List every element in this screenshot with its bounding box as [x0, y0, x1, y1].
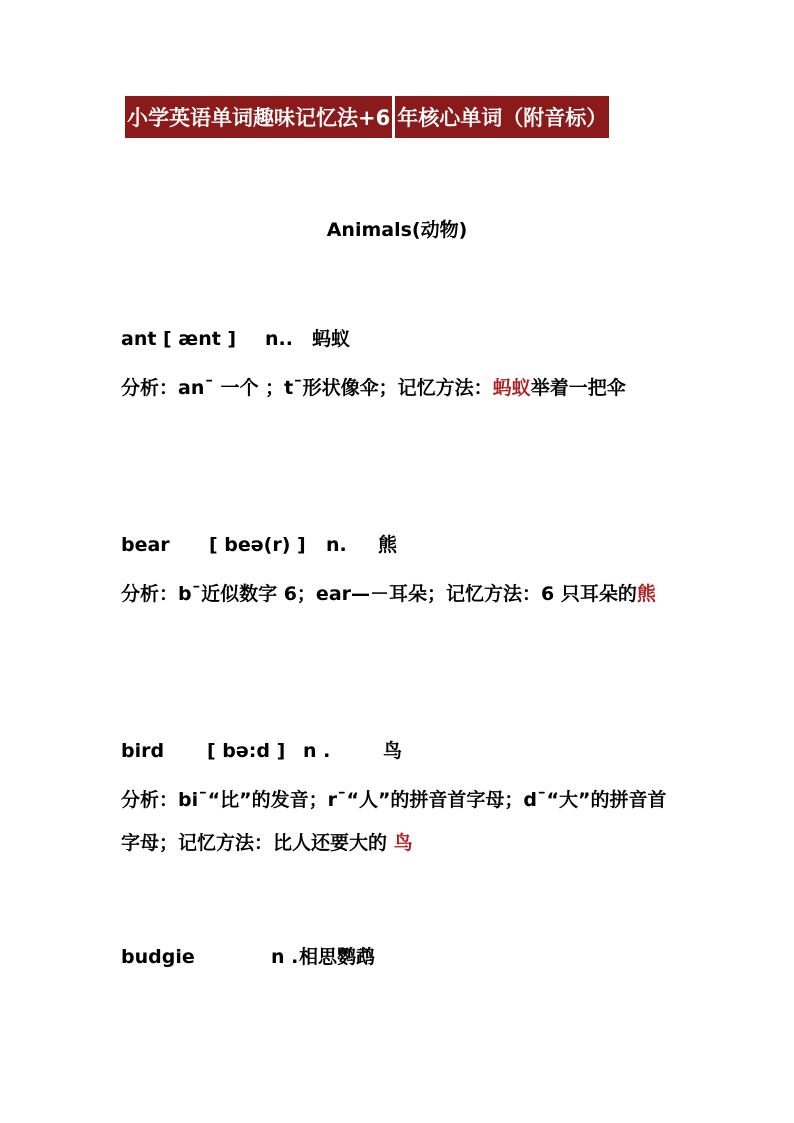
- word-analysis: [121, 573, 677, 616]
- word-entry-ant: [121, 325, 681, 410]
- phonetic: [ beə(r) ]: [209, 534, 306, 556]
- word-headline: [121, 531, 681, 559]
- word-entry-budgie: [121, 943, 681, 971]
- analysis-text: 分析：bi¯“比”的发音；r¯“人”的拼音首字母；d¯“大”的拼音首字母；记忆方法：比人还要大的: [121, 789, 667, 854]
- part-of-speech: n .: [303, 740, 331, 762]
- word-headline: [121, 325, 681, 353]
- word-headline: [121, 737, 681, 765]
- analysis-text-end: 举着一把伞: [530, 377, 626, 399]
- meaning: 蚂蚁: [312, 328, 351, 350]
- word-headline: [121, 943, 681, 971]
- word-entry-bird: [121, 737, 681, 865]
- title-part-2: 年核心单词（附音标）: [395, 96, 609, 138]
- word: ant: [121, 328, 157, 350]
- title-part-1: 小学英语单词趣味记忆法+6: [125, 96, 392, 138]
- word-analysis: [121, 779, 677, 865]
- phonetic: [ ænt ]: [163, 328, 237, 350]
- analysis-highlight: 鸟: [393, 832, 413, 854]
- analysis-highlight: 熊: [636, 583, 656, 605]
- word: bear: [121, 534, 170, 556]
- analysis-text: 分析：an¯ 一个 ；t¯形状像伞；记忆方法：: [121, 377, 493, 399]
- word: bird: [121, 740, 165, 762]
- word: budgie: [121, 946, 195, 968]
- meaning: 熊: [378, 534, 398, 556]
- part-of-speech: n.: [326, 534, 347, 556]
- part-of-speech: n .: [271, 946, 299, 968]
- phonetic: [ bə:d ]: [207, 740, 286, 762]
- section-heading: Animals(动物): [326, 219, 468, 241]
- page-title: [125, 96, 609, 138]
- analysis-text: 分析：b¯近似数字 6；ear—－耳朵；记忆方法：6 只耳朵的: [121, 583, 637, 605]
- word-entry-bear: [121, 531, 681, 616]
- word-analysis: [121, 367, 677, 410]
- analysis-highlight: 蚂蚁: [492, 377, 531, 399]
- meaning: 鸟: [383, 740, 403, 762]
- meaning: 相思鹦鹉: [299, 946, 376, 968]
- part-of-speech: n..: [265, 328, 293, 350]
